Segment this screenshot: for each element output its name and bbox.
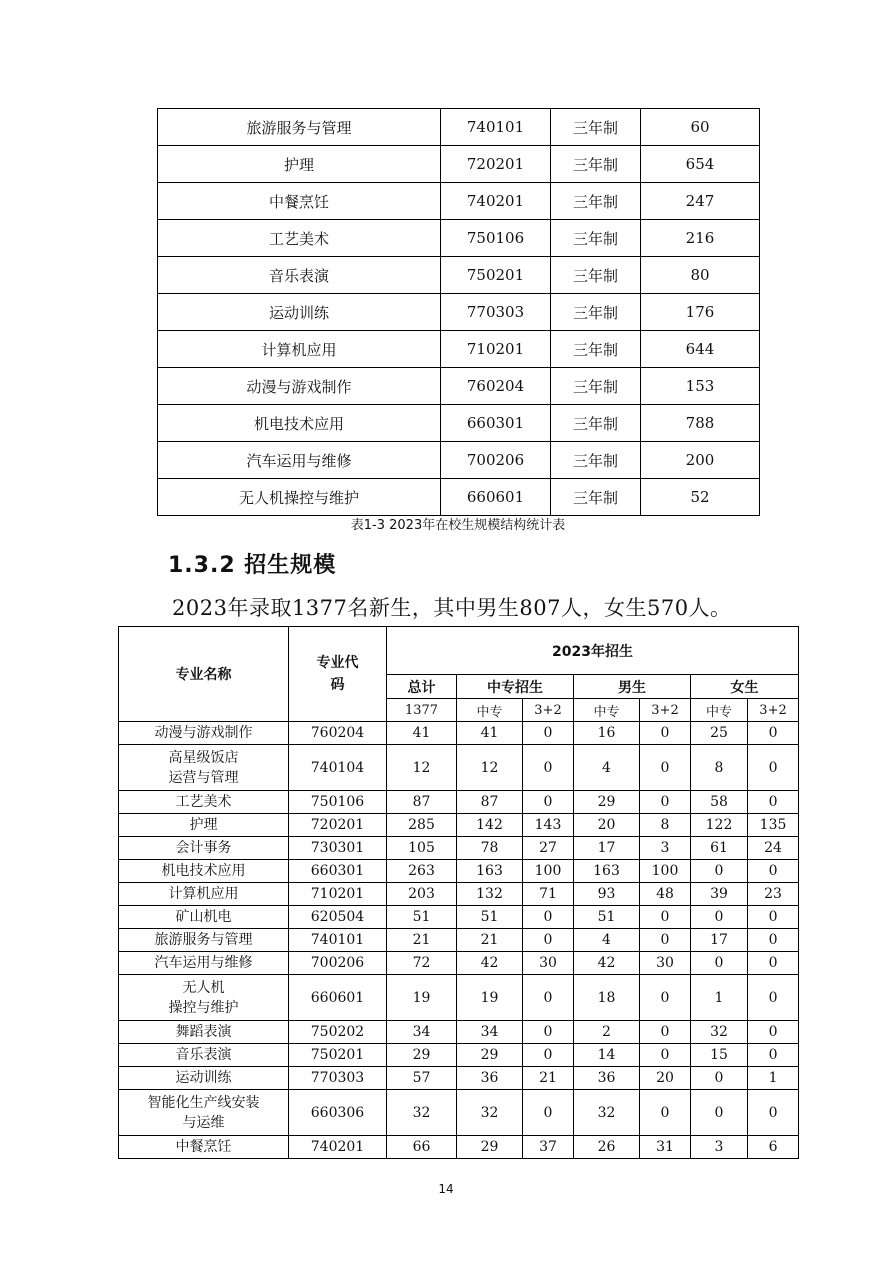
duration-cell: 三年制 (551, 368, 641, 405)
table-caption: 表1-3 2023年在校生规模结构统计表 (350, 518, 566, 533)
table-row (119, 791, 799, 814)
major-name-cell: 无人机 操控与维护 (119, 975, 289, 1021)
total-cell: 57 (387, 1067, 457, 1090)
secondary-3plus2-cell: 0 (523, 745, 574, 791)
major-code-cell: 660301 (289, 860, 387, 883)
admissions-table (118, 626, 799, 1159)
female-zz-cell: 8 (691, 745, 748, 791)
major-code-cell: 660306 (289, 1090, 387, 1136)
female-zz-cell: 0 (691, 1067, 748, 1090)
female-3plus2-cell: 1 (748, 1067, 799, 1090)
female-zz-cell: 0 (691, 906, 748, 929)
total-cell: 21 (387, 929, 457, 952)
major-name-cell: 工艺美术 (119, 791, 289, 814)
duration-cell: 三年制 (551, 220, 641, 257)
table-row (119, 883, 799, 906)
major-name-cell: 智能化生产线安装 与运维 (119, 1090, 289, 1136)
duration-cell: 三年制 (551, 405, 641, 442)
table-row (158, 294, 760, 331)
major-name-cell: 动漫与游戏制作 (158, 368, 441, 405)
female-3plus2-cell: 0 (748, 791, 799, 814)
table-row (119, 837, 799, 860)
secondary-3plus2-cell: 37 (523, 1136, 574, 1159)
major-code-cell: 740104 (289, 745, 387, 791)
table-row (119, 952, 799, 975)
major-code-cell: 720201 (289, 814, 387, 837)
major-name-cell: 音乐表演 (119, 1044, 289, 1067)
major-code-cell: 750106 (289, 791, 387, 814)
secondary-3plus2-cell: 71 (523, 883, 574, 906)
male-zz-cell: 36 (574, 1067, 640, 1090)
duration-cell: 三年制 (551, 146, 641, 183)
major-code-cell: 710201 (289, 883, 387, 906)
female-3plus2-cell: 0 (748, 1044, 799, 1067)
secondary-3plus2-cell: 0 (523, 1090, 574, 1136)
male-3plus2-cell: 20 (640, 1067, 691, 1090)
major-name-cell: 会计事务 (119, 837, 289, 860)
female-3plus2-cell: 23 (748, 883, 799, 906)
student-count-cell: 52 (641, 479, 760, 516)
male-3plus2-cell: 0 (640, 906, 691, 929)
total-cell: 19 (387, 975, 457, 1021)
section-heading: 1.3.2 招生规模 (168, 553, 337, 578)
table-row (119, 929, 799, 952)
enrollment-structure-table-body (158, 109, 760, 516)
subheader-3plus2: 3+2 (640, 699, 691, 722)
major-code-cell: 740101 (441, 109, 551, 146)
female-3plus2-cell: 0 (748, 745, 799, 791)
male-zz-cell: 18 (574, 975, 640, 1021)
intro-paragraph: 2023年录取1377名新生，其中男生807人，女生570人。 (172, 596, 732, 620)
female-3plus2-cell: 135 (748, 814, 799, 837)
secondary-zz-cell: 29 (457, 1136, 523, 1159)
page-number: 14 (438, 1182, 454, 1196)
table-row (158, 257, 760, 294)
major-code-cell: 750202 (289, 1021, 387, 1044)
male-zz-cell: 4 (574, 745, 640, 791)
male-zz-cell: 2 (574, 1021, 640, 1044)
secondary-zz-cell: 34 (457, 1021, 523, 1044)
female-zz-cell: 61 (691, 837, 748, 860)
secondary-zz-cell: 87 (457, 791, 523, 814)
major-name-cell: 矿山机电 (119, 906, 289, 929)
major-code-cell: 770303 (289, 1067, 387, 1090)
header-major-name: 专业名称 (119, 627, 289, 722)
table-row (119, 1090, 799, 1136)
duration-cell: 三年制 (551, 331, 641, 368)
total-cell: 87 (387, 791, 457, 814)
male-3plus2-cell: 0 (640, 975, 691, 1021)
major-name-cell: 机电技术应用 (119, 860, 289, 883)
secondary-zz-cell: 163 (457, 860, 523, 883)
female-3plus2-cell: 0 (748, 1090, 799, 1136)
secondary-3plus2-cell: 0 (523, 1044, 574, 1067)
female-3plus2-cell: 0 (748, 722, 799, 745)
major-name-cell: 中餐烹饪 (158, 183, 441, 220)
major-name-cell: 旅游服务与管理 (158, 109, 441, 146)
major-code-cell: 730301 (289, 837, 387, 860)
secondary-zz-cell: 142 (457, 814, 523, 837)
major-code-cell: 770303 (441, 294, 551, 331)
male-zz-cell: 16 (574, 722, 640, 745)
table-row (158, 183, 760, 220)
male-3plus2-cell: 0 (640, 1090, 691, 1136)
total-cell: 105 (387, 837, 457, 860)
student-count-cell: 644 (641, 331, 760, 368)
major-code-cell: 660601 (441, 479, 551, 516)
student-count-cell: 60 (641, 109, 760, 146)
male-3plus2-cell: 100 (640, 860, 691, 883)
student-count-cell: 247 (641, 183, 760, 220)
female-zz-cell: 39 (691, 883, 748, 906)
table-row (158, 146, 760, 183)
major-code-cell: 760204 (289, 722, 387, 745)
female-zz-cell: 32 (691, 1021, 748, 1044)
male-3plus2-cell: 0 (640, 929, 691, 952)
secondary-zz-cell: 36 (457, 1067, 523, 1090)
major-code-cell: 740201 (441, 183, 551, 220)
header-major-code (289, 627, 387, 722)
major-name-cell: 工艺美术 (158, 220, 441, 257)
major-code-cell: 740201 (289, 1136, 387, 1159)
duration-cell: 三年制 (551, 442, 641, 479)
duration-cell: 三年制 (551, 109, 641, 146)
subheader-zz: 中专 (457, 699, 523, 722)
major-name-cell: 汽车运用与维修 (158, 442, 441, 479)
secondary-3plus2-cell: 143 (523, 814, 574, 837)
table-row (119, 975, 799, 1021)
major-code-cell: 750201 (289, 1044, 387, 1067)
table-row (119, 1021, 799, 1044)
student-count-cell: 200 (641, 442, 760, 479)
table-row (158, 442, 760, 479)
major-code-cell: 660601 (289, 975, 387, 1021)
major-name-cell: 舞蹈表演 (119, 1021, 289, 1044)
major-name-cell: 护理 (158, 146, 441, 183)
secondary-zz-cell: 132 (457, 883, 523, 906)
table-row (158, 331, 760, 368)
secondary-3plus2-cell: 30 (523, 952, 574, 975)
table-row (119, 745, 799, 791)
female-zz-cell: 15 (691, 1044, 748, 1067)
male-zz-cell: 14 (574, 1044, 640, 1067)
table-row (119, 722, 799, 745)
total-cell: 34 (387, 1021, 457, 1044)
male-3plus2-cell: 3 (640, 837, 691, 860)
duration-cell: 三年制 (551, 183, 641, 220)
female-3plus2-cell: 0 (748, 929, 799, 952)
major-name-cell: 机电技术应用 (158, 405, 441, 442)
major-name-cell: 运动训练 (119, 1067, 289, 1090)
table-row (119, 906, 799, 929)
male-zz-cell: 51 (574, 906, 640, 929)
female-zz-cell: 58 (691, 791, 748, 814)
student-count-cell: 80 (641, 257, 760, 294)
table-row (119, 860, 799, 883)
total-cell: 32 (387, 1090, 457, 1136)
male-zz-cell: 20 (574, 814, 640, 837)
female-3plus2-cell: 0 (748, 906, 799, 929)
secondary-zz-cell: 29 (457, 1044, 523, 1067)
duration-cell: 三年制 (551, 257, 641, 294)
secondary-3plus2-cell: 0 (523, 975, 574, 1021)
table-row (158, 109, 760, 146)
female-3plus2-cell: 24 (748, 837, 799, 860)
female-zz-cell: 0 (691, 952, 748, 975)
major-code-cell: 710201 (441, 331, 551, 368)
header-female: 女生 (691, 675, 799, 699)
table-row (158, 405, 760, 442)
student-count-cell: 654 (641, 146, 760, 183)
female-zz-cell: 17 (691, 929, 748, 952)
secondary-3plus2-cell: 0 (523, 1021, 574, 1044)
major-name-cell: 计算机应用 (158, 331, 441, 368)
male-zz-cell: 32 (574, 1090, 640, 1136)
secondary-zz-cell: 51 (457, 906, 523, 929)
male-3plus2-cell: 0 (640, 722, 691, 745)
secondary-3plus2-cell: 21 (523, 1067, 574, 1090)
table-row (119, 1067, 799, 1090)
table-row (119, 1044, 799, 1067)
male-zz-cell: 93 (574, 883, 640, 906)
secondary-zz-cell: 12 (457, 745, 523, 791)
secondary-3plus2-cell: 100 (523, 860, 574, 883)
subheader-3plus2: 3+2 (523, 699, 574, 722)
total-cell: 29 (387, 1044, 457, 1067)
total-cell: 72 (387, 952, 457, 975)
total-cell: 51 (387, 906, 457, 929)
female-zz-cell: 3 (691, 1136, 748, 1159)
subheader-3plus2: 3+2 (748, 699, 799, 722)
subheader-zz: 中专 (574, 699, 640, 722)
major-code-cell: 760204 (441, 368, 551, 405)
student-count-cell: 176 (641, 294, 760, 331)
major-name-cell: 护理 (119, 814, 289, 837)
female-zz-cell: 122 (691, 814, 748, 837)
table-row (158, 220, 760, 257)
secondary-zz-cell: 42 (457, 952, 523, 975)
secondary-zz-cell: 21 (457, 929, 523, 952)
header-total-value: 1377 (387, 699, 457, 722)
total-cell: 203 (387, 883, 457, 906)
male-3plus2-cell: 31 (640, 1136, 691, 1159)
major-code-cell: 750201 (441, 257, 551, 294)
secondary-3plus2-cell: 27 (523, 837, 574, 860)
major-name-cell: 动漫与游戏制作 (119, 722, 289, 745)
female-zz-cell: 0 (691, 1090, 748, 1136)
header-secondary: 中专招生 (457, 675, 574, 699)
student-count-cell: 788 (641, 405, 760, 442)
total-cell: 12 (387, 745, 457, 791)
male-3plus2-cell: 0 (640, 791, 691, 814)
duration-cell: 三年制 (551, 479, 641, 516)
major-code-cell: 750106 (441, 220, 551, 257)
major-code-cell: 700206 (289, 952, 387, 975)
admissions-table-body (119, 722, 799, 1159)
major-code-cell: 740101 (289, 929, 387, 952)
male-3plus2-cell: 0 (640, 745, 691, 791)
major-name-cell: 音乐表演 (158, 257, 441, 294)
student-count-cell: 153 (641, 368, 760, 405)
secondary-3plus2-cell: 0 (523, 791, 574, 814)
male-zz-cell: 4 (574, 929, 640, 952)
male-zz-cell: 42 (574, 952, 640, 975)
female-3plus2-cell: 0 (748, 1021, 799, 1044)
male-3plus2-cell: 8 (640, 814, 691, 837)
male-zz-cell: 29 (574, 791, 640, 814)
header-enrollment-2023: 2023年招生 (387, 627, 799, 675)
female-zz-cell: 1 (691, 975, 748, 1021)
female-3plus2-cell: 0 (748, 975, 799, 1021)
table-row (119, 1136, 799, 1159)
major-name-cell: 无人机操控与维护 (158, 479, 441, 516)
enrollment-structure-table (157, 108, 760, 516)
major-name-cell: 高星级饭店 运营与管理 (119, 745, 289, 791)
male-zz-cell: 26 (574, 1136, 640, 1159)
total-cell: 41 (387, 722, 457, 745)
total-cell: 263 (387, 860, 457, 883)
duration-cell: 三年制 (551, 294, 641, 331)
major-code-cell: 620504 (289, 906, 387, 929)
header-major-code-text: 专业代码 (316, 655, 359, 693)
secondary-zz-cell: 19 (457, 975, 523, 1021)
major-code-cell: 660301 (441, 405, 551, 442)
female-3plus2-cell: 6 (748, 1136, 799, 1159)
secondary-zz-cell: 32 (457, 1090, 523, 1136)
male-zz-cell: 17 (574, 837, 640, 860)
male-3plus2-cell: 30 (640, 952, 691, 975)
major-name-cell: 旅游服务与管理 (119, 929, 289, 952)
table-row (158, 368, 760, 405)
major-name-cell: 计算机应用 (119, 883, 289, 906)
major-name-cell: 运动训练 (158, 294, 441, 331)
secondary-3plus2-cell: 0 (523, 906, 574, 929)
male-zz-cell: 163 (574, 860, 640, 883)
secondary-zz-cell: 41 (457, 722, 523, 745)
subheader-zz: 中专 (691, 699, 748, 722)
student-count-cell: 216 (641, 220, 760, 257)
header-total: 总计 (387, 675, 457, 699)
major-code-cell: 700206 (441, 442, 551, 479)
total-cell: 285 (387, 814, 457, 837)
table-row (158, 479, 760, 516)
table-row (119, 814, 799, 837)
male-3plus2-cell: 0 (640, 1044, 691, 1067)
female-3plus2-cell: 0 (748, 952, 799, 975)
secondary-3plus2-cell: 0 (523, 929, 574, 952)
male-3plus2-cell: 48 (640, 883, 691, 906)
female-zz-cell: 25 (691, 722, 748, 745)
major-name-cell: 汽车运用与维修 (119, 952, 289, 975)
admissions-table-header (119, 627, 799, 722)
header-male: 男生 (574, 675, 691, 699)
female-3plus2-cell: 0 (748, 860, 799, 883)
male-3plus2-cell: 0 (640, 1021, 691, 1044)
major-name-cell: 中餐烹饪 (119, 1136, 289, 1159)
secondary-3plus2-cell: 0 (523, 722, 574, 745)
secondary-zz-cell: 78 (457, 837, 523, 860)
female-zz-cell: 0 (691, 860, 748, 883)
major-code-cell: 720201 (441, 146, 551, 183)
total-cell: 66 (387, 1136, 457, 1159)
